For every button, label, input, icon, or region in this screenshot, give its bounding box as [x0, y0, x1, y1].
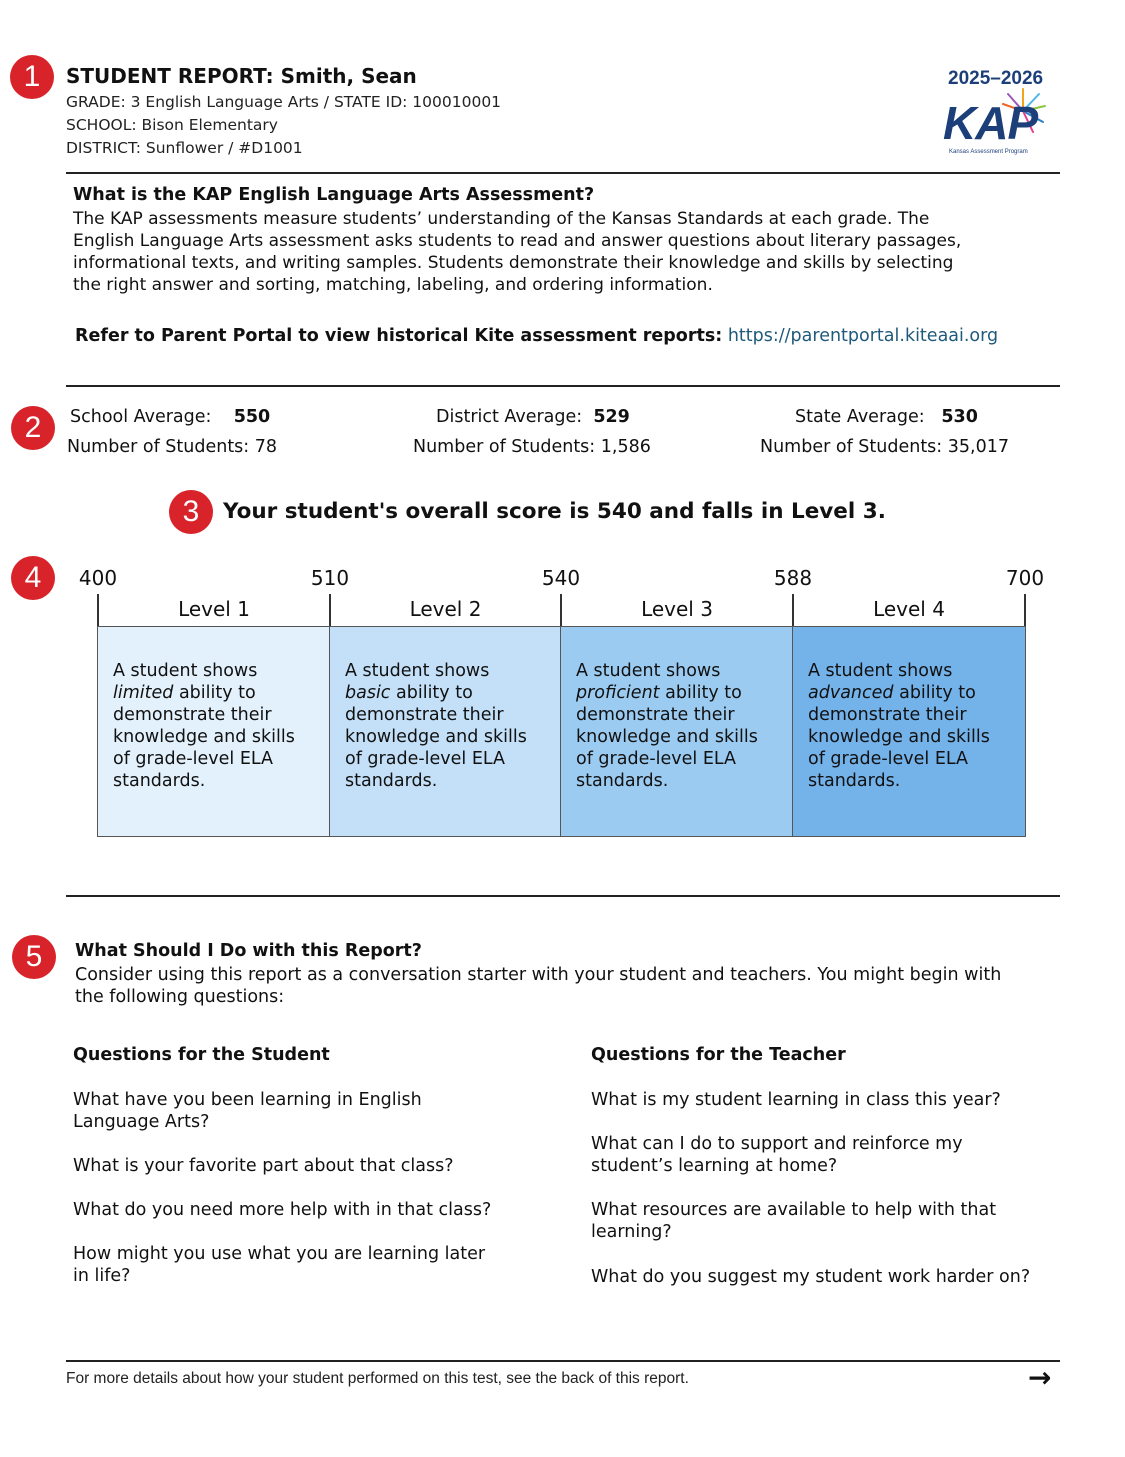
school-average-label: School Average: — [70, 407, 212, 427]
overall-score-statement: Your student's overall score is 540 and falls in Level 3. — [223, 499, 886, 524]
question-line: What do you suggest my student work harder on? — [591, 1267, 1031, 1287]
school-average-block — [67, 402, 278, 462]
level-2-line: of grade-level ELA — [345, 749, 506, 769]
level-4-line: of grade-level ELA — [808, 749, 969, 769]
footer-note: For more details about how your student performed on this test, see the back of this report. — [66, 1370, 689, 1387]
level-1-line-suffix: ability to — [178, 683, 256, 703]
district-line: DISTRICT: Sunflower / #D1001 — [66, 139, 303, 157]
question-line: learning? — [591, 1222, 672, 1242]
student-questions-heading: Questions for the Student — [73, 1045, 330, 1065]
level-2-line: A student shows — [345, 661, 490, 681]
level-2-line: knowledge and skills — [345, 727, 527, 747]
logo-subtitle: Kansas Assessment Program — [949, 149, 1028, 155]
teacher-questions-heading: Questions for the Teacher — [591, 1045, 846, 1065]
teacher-question — [591, 1089, 1001, 1111]
level-1-line: A student shows — [113, 661, 258, 681]
school-average-value: 550 — [233, 407, 271, 427]
level-1-description — [97, 626, 331, 837]
next-steps-heading: What Should I Do with this Report? — [75, 941, 422, 961]
portal-link[interactable]: https://parentportal.kiteaai.org — [727, 326, 999, 346]
teacher-question — [591, 1133, 963, 1177]
level-3-line — [576, 682, 783, 704]
grade-line: GRADE: 3 English Language Arts / STATE ID: 100010001 — [66, 93, 502, 111]
level-3-emphasis: proficient — [576, 683, 660, 703]
question-line: Language Arts? — [73, 1112, 210, 1132]
state-student-count: Number of Students: 35,017 — [760, 437, 1009, 457]
question-line: in life? — [73, 1266, 131, 1286]
level-2-line: demonstrate their — [345, 705, 504, 725]
student-question — [73, 1089, 422, 1133]
question-line: student’s learning at home? — [591, 1156, 838, 1176]
level-4-name: Level 4 — [873, 597, 945, 621]
level-3-line: knowledge and skills — [576, 727, 758, 747]
section-marker-5: 5 — [12, 935, 56, 979]
level-1-line — [113, 682, 320, 704]
question-line: What is my student learning in class this year? — [591, 1090, 1001, 1110]
question-line: How might you use what you are learning later — [73, 1244, 486, 1264]
section-marker-3: 3 — [169, 490, 213, 534]
about-line: English Language Arts assessment asks students to read and answer questions about literary passages, — [73, 231, 962, 251]
district-student-count: Number of Students: 1,586 — [413, 437, 651, 457]
level-3-line: A student shows — [576, 661, 721, 681]
level-4-line — [808, 682, 1015, 704]
level-3-line-suffix: ability to — [665, 683, 742, 703]
portal-label: Refer to Parent Portal to view historical Kite assessment reports: — [75, 326, 723, 346]
next-page-arrow-icon[interactable]: → — [1028, 1361, 1052, 1394]
student-question — [73, 1199, 491, 1221]
scale-tick-588: 588 — [773, 566, 813, 590]
district-average-block — [413, 402, 651, 462]
level-2-line: standards. — [345, 771, 438, 791]
student-question — [73, 1243, 485, 1287]
school-student-count: Number of Students: 78 — [67, 437, 278, 457]
logo-year: 2025–2026 — [948, 68, 1044, 89]
question-line: What resources are available to help with that — [591, 1200, 997, 1220]
scale-tick-540: 540 — [541, 566, 581, 590]
level-4-description — [792, 626, 1026, 837]
kap-logo — [940, 68, 1065, 160]
level-4-line: standards. — [808, 771, 901, 791]
divider — [66, 172, 1060, 174]
section-marker-2: 2 — [11, 406, 55, 450]
scale-tick-510: 510 — [310, 566, 350, 590]
divider — [66, 895, 1060, 897]
level-1-line: of grade-level ELA — [113, 749, 274, 769]
level-2-line — [345, 682, 551, 704]
about-heading: What is the KAP English Language Arts Assessment? — [73, 185, 595, 205]
level-3-line: standards. — [576, 771, 669, 791]
district-average-value: 529 — [593, 407, 630, 427]
state-average-block — [760, 402, 1009, 462]
level-4-line: knowledge and skills — [808, 727, 990, 747]
portal-reference — [75, 326, 998, 346]
level-2-emphasis: basic — [345, 683, 391, 703]
level-3-description — [560, 626, 794, 837]
teacher-question — [591, 1266, 1030, 1288]
question-line: What is your favorite part about that class? — [73, 1156, 454, 1176]
question-line: What do you need more help with in that class? — [73, 1200, 492, 1220]
level-3-name: Level 3 — [641, 597, 713, 621]
level-4-line-suffix: ability to — [899, 683, 976, 703]
about-line: informational texts, and writing samples. Students demonstrate their knowledge and skills by selecting — [73, 253, 954, 273]
student-question — [73, 1155, 454, 1177]
scale-tick-700: 700 — [1005, 566, 1045, 590]
logo-word: KAP — [943, 97, 1038, 149]
scale-tick-400: 400 — [78, 566, 118, 590]
about-paragraph — [73, 208, 1063, 296]
next-steps-paragraph — [75, 964, 1065, 1008]
about-line: the right answer and sorting, matching, labeling, and ordering information. — [73, 275, 713, 295]
level-2-name: Level 2 — [409, 597, 482, 621]
divider — [66, 385, 1060, 387]
next-steps-line: Consider using this report as a conversation starter with your student and teachers. You might begin with — [75, 965, 1002, 985]
question-line: What can I do to support and reinforce my — [591, 1134, 963, 1154]
school-line: SCHOOL: Bison Elementary — [66, 116, 278, 134]
district-average-label: District Average: — [436, 407, 583, 427]
teacher-question — [591, 1199, 996, 1243]
section-marker-4: 4 — [11, 556, 55, 600]
level-1-emphasis: limited — [113, 683, 174, 703]
level-3-line: of grade-level ELA — [576, 749, 737, 769]
level-2-description — [329, 626, 562, 837]
report-title: STUDENT REPORT: Smith, Sean — [66, 64, 417, 88]
state-average-value: 530 — [941, 407, 978, 427]
about-line: The KAP assessments measure students’ understanding of the Kansas Standards at each grade. The — [73, 209, 930, 229]
divider — [66, 1360, 1060, 1362]
level-1-line: demonstrate their — [113, 705, 272, 725]
level-1-line: knowledge and skills — [113, 727, 295, 747]
next-steps-line: the following questions: — [75, 987, 285, 1007]
level-1-line: standards. — [113, 771, 206, 791]
level-4-line: A student shows — [808, 661, 953, 681]
level-1-name: Level 1 — [178, 597, 250, 621]
level-3-line: demonstrate their — [576, 705, 735, 725]
level-4-emphasis: advanced — [808, 683, 894, 703]
question-line: What have you been learning in English — [73, 1090, 422, 1110]
section-marker-1: 1 — [10, 55, 54, 99]
state-average-label: State Average: — [795, 407, 925, 427]
level-4-line: demonstrate their — [808, 705, 967, 725]
level-2-line-suffix: ability to — [396, 683, 473, 703]
